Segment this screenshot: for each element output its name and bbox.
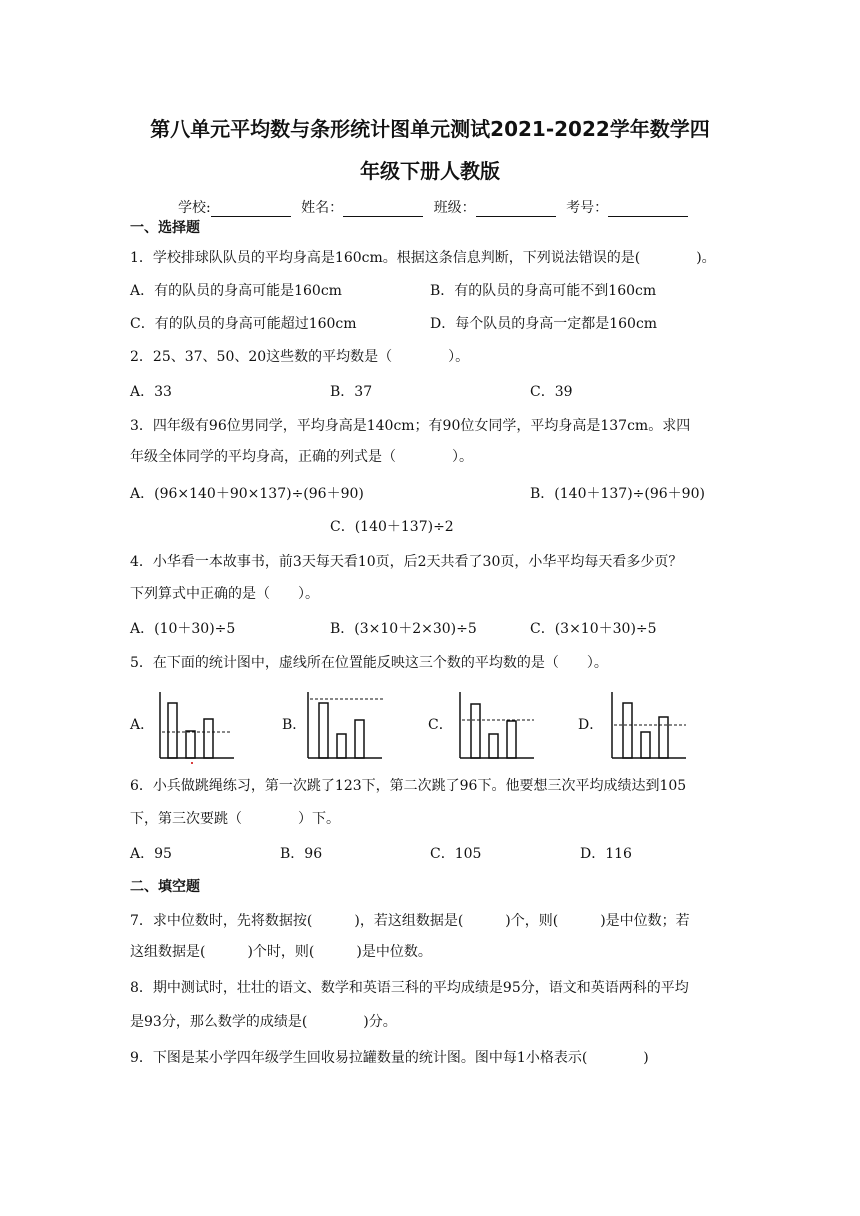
q1-option-d[interactable]: D．每个队员的身高一定都是160cm — [430, 316, 658, 332]
q5-label-a[interactable]: A． — [130, 717, 155, 733]
class-blank[interactable] — [476, 202, 556, 217]
q6-option-c[interactable]: C．105 — [430, 846, 482, 862]
number-label: 考号： — [566, 200, 609, 216]
school-label: 学校: — [178, 200, 211, 216]
name-blank[interactable] — [343, 202, 423, 217]
q5-stem: 5．在下面的统计图中，虚线所在位置能反映这三个数的平均数的是（ ）。 — [130, 655, 608, 671]
q2-option-c[interactable]: C．39 — [530, 384, 573, 400]
page-title-line2: 年级下册人教版 — [360, 159, 500, 183]
name-label: 姓名： — [301, 200, 344, 216]
page-title-line1: 第八单元平均数与条形统计图单元测试2021-2022学年数学四 — [150, 117, 710, 141]
q5-figure-a — [158, 690, 238, 764]
q6-option-d[interactable]: D．116 — [580, 846, 632, 862]
q6-stem-line2: 下，第三次要跳（ ）下。 — [130, 811, 340, 827]
q1-stem: 1．学校排球队队员的平均身高是160cm。根据这条信息判断，下列说法错误的是( )。 — [130, 250, 716, 266]
q2-stem: 2．25、37、50、20这些数的平均数是（ ）。 — [130, 349, 470, 365]
q5-figure-c — [458, 690, 538, 764]
q6-option-a[interactable]: A．95 — [130, 846, 172, 862]
q3-stem-line2: 年级全体同学的平均身高，正确的列式是（ ）。 — [130, 449, 473, 465]
q1-option-a[interactable]: A．有的队员的身高可能是160cm — [130, 283, 342, 299]
q4-option-b[interactable]: B．(3×10＋2×30)÷5 — [330, 621, 477, 637]
school-blank[interactable] — [211, 202, 291, 217]
q5-figure-d — [610, 690, 690, 764]
q3-option-a[interactable]: A．(96×140＋90×137)÷(96＋90) — [130, 486, 364, 502]
q7-line1: 7．求中位数时，先将数据按( )，若这组数据是( )个，则( )是中位数；若 — [130, 913, 690, 929]
q2-option-a[interactable]: A．33 — [130, 384, 172, 400]
q5-label-b[interactable]: B． — [282, 717, 307, 733]
q4-option-a[interactable]: A．(10＋30)÷5 — [130, 621, 236, 637]
q8-line2: 是93分，那么数学的成绩是( )分。 — [130, 1014, 397, 1030]
q8-line1: 8．期中测试时，壮壮的语文、数学和英语三科的平均成绩是95分，语文和英语两科的平均 — [130, 980, 689, 996]
q3-option-c[interactable]: C．(140＋137)÷2 — [330, 519, 454, 535]
q9-line1: 9．下图是某小学四年级学生回收易拉罐数量的统计图。图中每1小格表示( ) — [130, 1050, 649, 1066]
number-blank[interactable] — [608, 202, 688, 217]
q4-stem-line1: 4．小华看一本故事书，前3天每天看10页，后2天共看了30页，小华平均每天看多少页？ — [130, 554, 683, 570]
section-heading-fill: 二、填空题 — [130, 879, 200, 895]
class-label: 班级： — [433, 200, 476, 216]
q7-line2: 这组数据是( )个时，则( )是中位数。 — [130, 944, 432, 960]
q5-label-d[interactable]: D． — [578, 717, 604, 733]
student-info-row — [178, 197, 694, 217]
q4-stem-line2: 下列算式中正确的是（ ）。 — [130, 586, 319, 602]
q2-option-b[interactable]: B．37 — [330, 384, 373, 400]
q5-label-c[interactable]: C． — [428, 717, 453, 733]
section-heading-choice: 一、选择题 — [130, 220, 200, 236]
q5-figure-b — [306, 690, 386, 764]
q1-option-b[interactable]: B．有的队员的身高可能不到160cm — [430, 283, 657, 299]
q4-option-c[interactable]: C．(3×10＋30)÷5 — [530, 621, 657, 637]
q6-option-b[interactable]: B．96 — [280, 846, 323, 862]
q6-stem-line1: 6．小兵做跳绳练习，第一次跳了123下，第二次跳了96下。他要想三次平均成绩达到105 — [130, 778, 687, 794]
q3-option-b[interactable]: B．(140＋137)÷(96＋90) — [530, 486, 705, 502]
q1-option-c[interactable]: C．有的队员的身高可能超过160cm — [130, 316, 357, 332]
q3-stem-line1: 3．四年级有96位男同学，平均身高是140cm；有90位女同学，平均身高是137cm。求四 — [130, 418, 691, 434]
